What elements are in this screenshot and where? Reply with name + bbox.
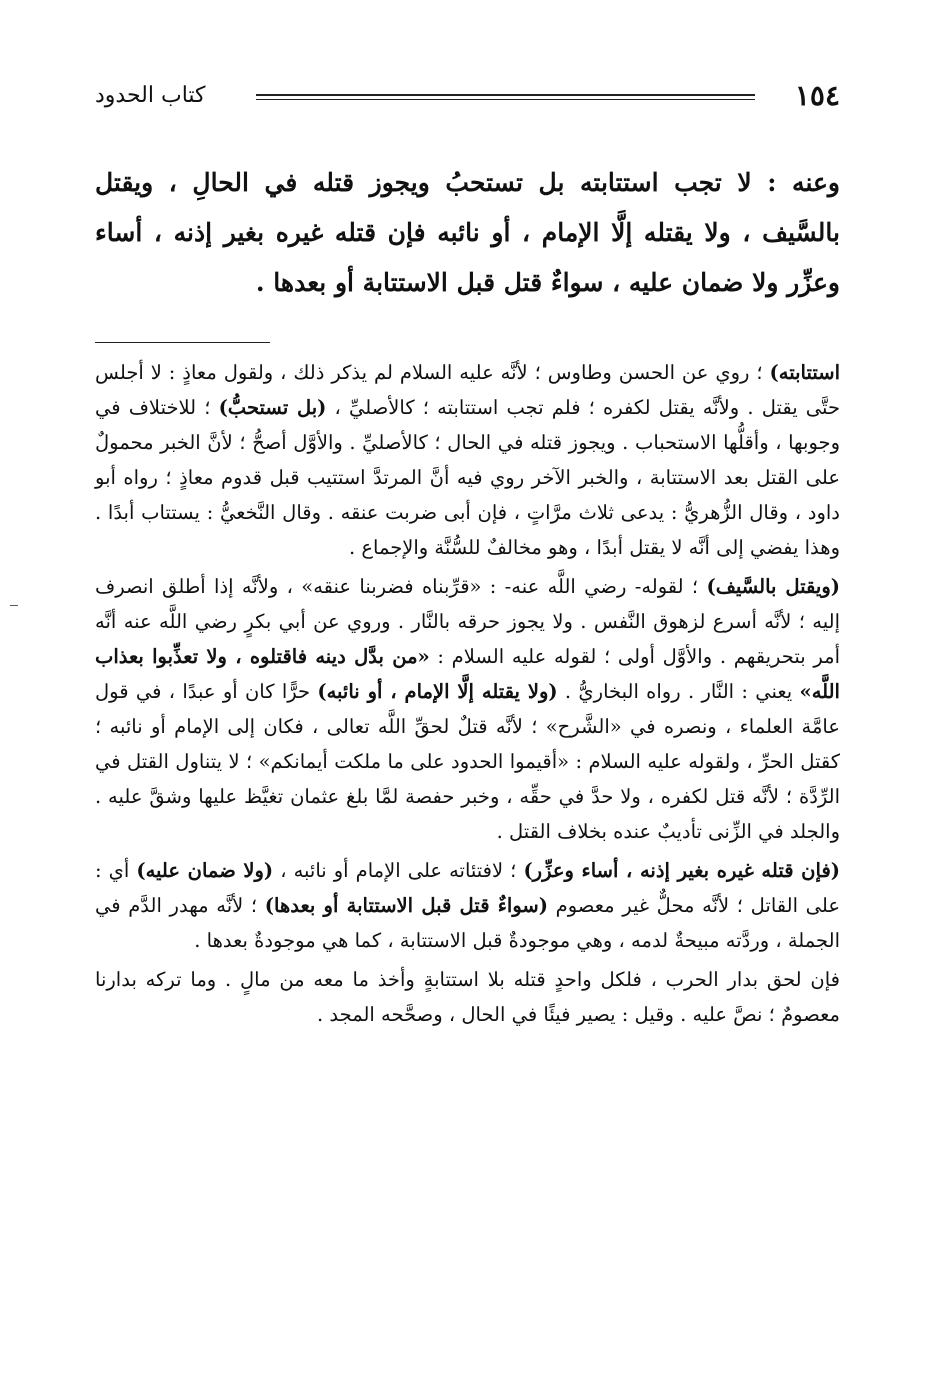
main-text-paragraph: وعنه : لا تجب استتابته بل تستحبُ ويجوز قتله في الحالِ ، ويقتل بالسَّيف ، ولا يقتله إلَّا الإمام ، أو نائبه فإن قتله غيره بغير إذنه ، أساء وعزِّر ولا ضمان عليه ، سواءٌ قتل قبل الاستتابة أو بعدها . (95, 168, 840, 297)
commentary-text: فإن لحق بدار الحرب ، فلكل واحدٍ قتله بلا استتابةٍ وأخذ ما معه من مالٍ . وما تركه بدارنا معصومٌ ؛ نصَّ عليه . وقيل : يصير فيئًا في الحال ، وصحَّحه المجد . (95, 968, 840, 1026)
main-text (95, 158, 840, 308)
quoted-term: (سواءٌ قتل قبل الاستتابة أو بعدها) (264, 894, 548, 917)
quoted-term: استتابته) (769, 361, 840, 384)
book-title: كتاب الحدود (95, 82, 206, 108)
quoted-term: (ولا يقتله إلَّا الإمام ، أو نائبه) (317, 680, 558, 703)
quoted-term: (ويقتل بالسَّيف) (706, 575, 840, 598)
quoted-term: (فإن قتله غيره بغير إذنه ، أساء وعزِّر) (523, 859, 840, 882)
commentary-paragraph-2 (95, 569, 840, 849)
commentary-text: أي : على القاتل ؛ لأنَّه محلٌّ غير معصوم (95, 859, 840, 917)
commentary-text: ؛ للاختلاف في وجوبها ، وأقلُّها الاستحباب . ويجوز قتله في الحال ؛ كالأصليِّ . والأوَّل أصحُّ ؛ لأنَّ الخبر محمولٌ على القتل بعد الاستتابة ، والخبر الآخر روي فيه أنَّ المرتدَّ استتيب قبل قدوم معاذٍ ؛ رواه أبو داود ، وقال الزُّهريُّ : يدعى ثلاث مرَّاتٍ ، فإن أبى ضربت عنقه . وقال النَّخعيُّ : يستتاب أبدًا . وهذا يفضي إلى أنَّه لا يقتل أبدًا ، وهو مخالفٌ للسُّنَّة والإجماع . (95, 396, 840, 559)
commentary-text: ؛ لأنَّه مهدر الدَّم في الجملة ، وردَّته مبيحةٌ لدمه ، وهي موجودةٌ قبل الاستتابة ، كما هي موجودةٌ بعدها . (95, 894, 840, 952)
page-number: ١٥٤ (794, 78, 840, 112)
margin-tick (10, 605, 18, 606)
hadith-quote: «من بدَّل دينه فاقتلوه ، ولا تعذِّبوا بعذاب اللَّه» (95, 645, 840, 703)
commentary-text: يعني : النَّار . رواه البخاريُّ . (557, 680, 800, 703)
commentary-text: ؛ روي عن الحسن وطاوس ؛ لأنَّه عليه السلام لم يذكر ذلك ، ولقول معاذٍ : لا أجلس حتَّى يقتل . ولأنَّه يقتل لكفره ؛ فلم تجب استتابته ؛ كالأصليِّ ، (95, 361, 840, 419)
commentary-text: حرًّا كان أو عبدًا ، في قول عامَّة العلماء ، ونصره في «الشَّرح» ؛ لأنَّه قتلٌ لحقِّ اللَّه تعالى ، فكان إلى الإمام أو نائبه ؛ كقتل الحرِّ ، ولقوله عليه السلام : «أقيموا الحدود على ما ملكت أيمانكم» ؛ لا يتناول القتل في الرِّدَّة ؛ لأنَّه قتل لكفره ، ولا حدَّ في حقِّه ، وخبر حفصة لمَّا بلغ عثمان تغيَّظ عليها وشقَّ عليه . والجلد في الزِّنى تأديبٌ عنده بخلاف القتل . (95, 680, 840, 843)
page-header (95, 70, 840, 120)
header-rule (256, 94, 755, 96)
commentary-paragraph-3 (95, 853, 840, 958)
commentary-paragraph-4 (95, 962, 840, 1032)
quoted-term: (بل تستحبُّ) (218, 396, 327, 419)
commentary-paragraph-1 (95, 355, 840, 565)
commentary-divider (95, 342, 270, 343)
quoted-term: (ولا ضمان عليه) (136, 859, 274, 882)
commentary-text: ؛ لافتئاته على الإمام أو نائبه ، (273, 859, 524, 882)
commentary (95, 355, 840, 1032)
commentary-text: ؛ لقوله- رضي اللَّه عنه- : «قرِّبناه فضربنا عنقه» ، ولأنَّه إذا أطلق انصرف إليه ؛ لأنَّه أسرع لزهوق النَّفس . ولا يجوز حرقه بالنَّار . وروي عن أبي بكرٍ رضي اللَّه عنه أنَّه أمر بتحريقهم . والأوَّل أولى ؛ لقوله عليه السلام : (95, 575, 840, 668)
book-page (95, 70, 840, 1310)
